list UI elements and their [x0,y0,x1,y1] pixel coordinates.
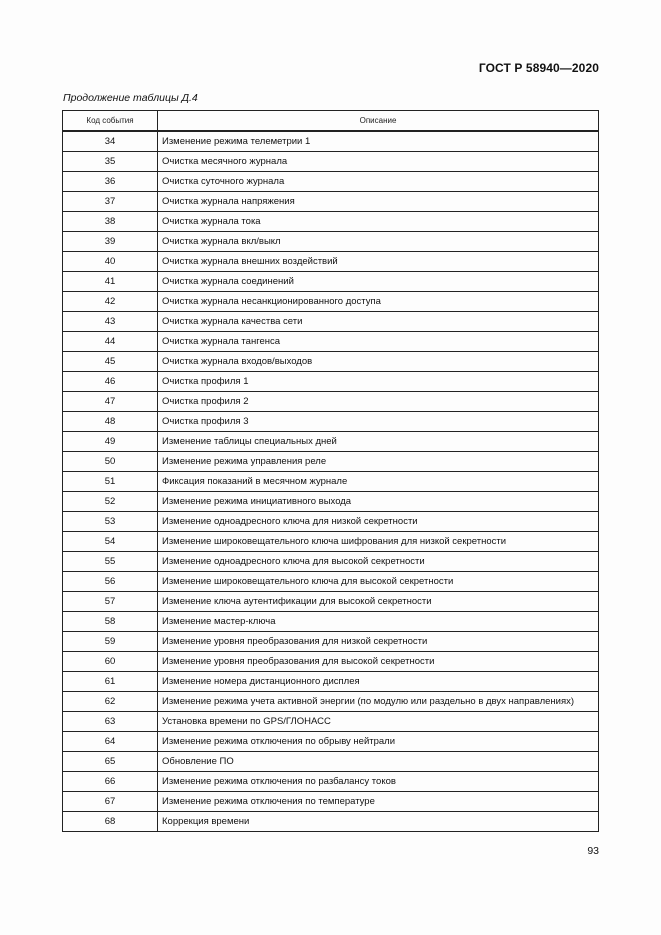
event-code-cell: 53 [63,512,158,532]
event-description-cell: Изменение уровня преобразования для высокой секретности [158,652,599,672]
table-row [63,152,599,172]
event-description-cell: Изменение широковещательного ключа для высокой секретности [158,572,599,592]
table-row [63,292,599,312]
table-row [63,692,599,712]
event-code-cell: 45 [63,352,158,372]
event-code-cell: 36 [63,172,158,192]
event-code-cell: 55 [63,552,158,572]
table-row [63,772,599,792]
table-row [63,452,599,472]
table-row [63,412,599,432]
event-description-cell: Очистка журнала соединений [158,272,599,292]
event-code-cell: 60 [63,652,158,672]
table-row [63,712,599,732]
event-description-cell: Очистка месячного журнала [158,152,599,172]
table-row [63,352,599,372]
event-code-cell: 38 [63,212,158,232]
table-row [63,812,599,832]
event-description-cell: Изменение ключа аутентификации для высокой секретности [158,592,599,612]
table-row [63,672,599,692]
event-description-cell: Очистка журнала вкл/выкл [158,232,599,252]
event-description-cell: Изменение режима отключения по температуре [158,792,599,812]
table-row [63,592,599,612]
event-code-cell: 46 [63,372,158,392]
table-row [63,392,599,412]
table-row [63,372,599,392]
event-code-cell: 56 [63,572,158,592]
event-description-cell: Очистка суточного журнала [158,172,599,192]
column-header-description: Описание [158,111,599,132]
event-code-cell: 37 [63,192,158,212]
event-code-cell: 57 [63,592,158,612]
column-header-code: Код события [63,111,158,132]
table-row [63,212,599,232]
table-row [63,332,599,352]
event-description-cell: Изменение номера дистанционного дисплея [158,672,599,692]
page-number: 93 [587,845,599,857]
table-body [63,131,599,832]
event-description-cell: Очистка журнала внешних воздействий [158,252,599,272]
event-code-cell: 54 [63,532,158,552]
event-description-cell: Фиксация показаний в месячном журнале [158,472,599,492]
event-codes-table [62,110,599,832]
table-row [63,632,599,652]
event-code-cell: 44 [63,332,158,352]
table-row [63,552,599,572]
table-row [63,492,599,512]
table-row [63,792,599,812]
event-description-cell: Изменение широковещательного ключа шифрования для низкой секретности [158,532,599,552]
event-description-cell: Очистка журнала несанкционированного доступа [158,292,599,312]
table-row [63,472,599,492]
event-code-cell: 52 [63,492,158,512]
event-code-cell: 66 [63,772,158,792]
event-description-cell: Очистка профиля 2 [158,392,599,412]
event-code-cell: 63 [63,712,158,732]
event-description-cell: Изменение режима отключения по обрыву нейтрали [158,732,599,752]
table-row [63,252,599,272]
event-code-cell: 62 [63,692,158,712]
event-description-cell: Очистка журнала напряжения [158,192,599,212]
event-description-cell: Изменение режима учета активной энергии (по модулю или раздельно в двух направлениях) [158,692,599,712]
event-description-cell: Изменение мастер-ключа [158,612,599,632]
event-code-cell: 49 [63,432,158,452]
event-description-cell: Изменение одноадресного ключа для низкой секретности [158,512,599,532]
table-row [63,732,599,752]
table-row [63,752,599,772]
event-code-cell: 50 [63,452,158,472]
event-code-cell: 67 [63,792,158,812]
event-code-cell: 48 [63,412,158,432]
event-description-cell: Обновление ПО [158,752,599,772]
event-code-cell: 68 [63,812,158,832]
table-row [63,572,599,592]
table-header-row [63,111,599,132]
table-row [63,612,599,632]
event-code-cell: 34 [63,131,158,152]
table-row [63,652,599,672]
event-code-cell: 35 [63,152,158,172]
event-code-cell: 61 [63,672,158,692]
event-code-cell: 65 [63,752,158,772]
event-description-cell: Коррекция времени [158,812,599,832]
event-code-cell: 47 [63,392,158,412]
event-code-cell: 43 [63,312,158,332]
table-row [63,192,599,212]
event-description-cell: Установка времени по GPS/ГЛОНАСС [158,712,599,732]
event-description-cell: Изменение таблицы специальных дней [158,432,599,452]
event-code-cell: 42 [63,292,158,312]
table-row [63,232,599,252]
event-description-cell: Изменение режима отключения по разбалансу токов [158,772,599,792]
event-description-cell: Изменение одноадресного ключа для высокой секретности [158,552,599,572]
event-description-cell: Изменение режима управления реле [158,452,599,472]
document-code: ГОСТ Р 58940—2020 [478,61,599,75]
event-code-cell: 39 [63,232,158,252]
event-code-cell: 64 [63,732,158,752]
event-description-cell: Очистка журнала тангенса [158,332,599,352]
event-description-cell: Очистка профиля 3 [158,412,599,432]
event-description-cell: Очистка профиля 1 [158,372,599,392]
event-code-cell: 51 [63,472,158,492]
event-description-cell: Изменение режима телеметрии 1 [158,131,599,152]
event-description-cell: Изменение режима инициативного выхода [158,492,599,512]
event-description-cell: Очистка журнала тока [158,212,599,232]
table-row [63,512,599,532]
event-code-cell: 41 [63,272,158,292]
event-description-cell: Очистка журнала входов/выходов [158,352,599,372]
event-code-cell: 58 [63,612,158,632]
table-caption: Продолжение таблицы Д.4 [63,92,198,104]
table-row [63,532,599,552]
event-code-cell: 59 [63,632,158,652]
table-row [63,172,599,192]
event-code-cell: 40 [63,252,158,272]
table-row [63,131,599,152]
table-row [63,312,599,332]
event-description-cell: Очистка журнала качества сети [158,312,599,332]
table-row [63,272,599,292]
event-description-cell: Изменение уровня преобразования для низкой секретности [158,632,599,652]
table-row [63,432,599,452]
